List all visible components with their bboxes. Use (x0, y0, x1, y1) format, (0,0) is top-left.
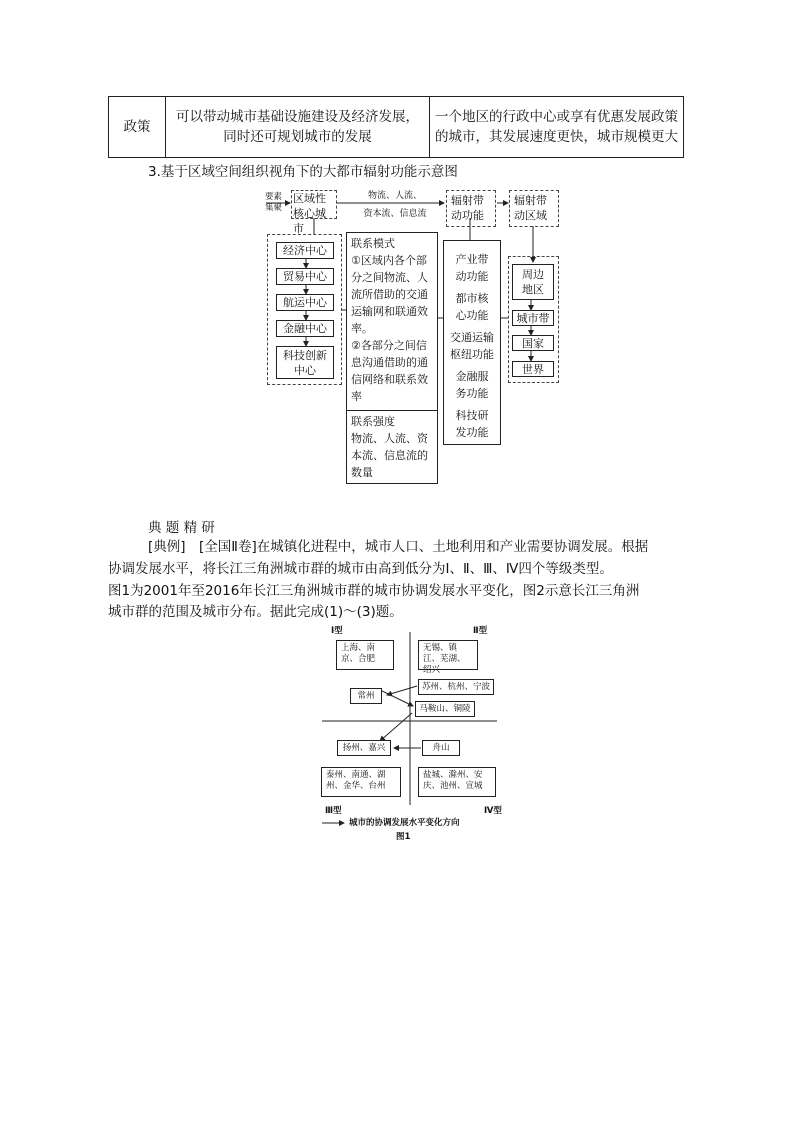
function-industry: 产业带动功能 (455, 253, 489, 283)
area-nation: 国家 (512, 335, 554, 351)
agglomeration-label-line2: 集聚 (265, 203, 283, 213)
type-II-label: Ⅱ型 (473, 626, 488, 636)
exam-line-1: [典例] [全国Ⅱ卷]在城镇化进程中，城市人口、土地利用和产业需要协调发展。根据 (148, 539, 649, 555)
link-mode-text: 联系模式 ①区域内各个部分之间物流、人流所借助的交通运输网和联通效率。 ②各部分之间信息沟通借助的通信网络和联系效率 (347, 233, 437, 411)
function-finance: 金融服务功能 (455, 370, 489, 400)
function-metro-core: 都市核心功能 (455, 292, 489, 322)
box-q4: 盐城、滁州、安庆、池州、宣城 (418, 767, 496, 797)
function-transport-hub: 交通运输枢纽功能 (450, 331, 494, 361)
box-q3: 泰州、南通、湖州、金华、台州 (321, 767, 401, 797)
box-suhang: 苏州、杭州、宁波 (418, 679, 494, 695)
type-I-label: Ⅰ型 (331, 626, 343, 636)
center-economic: 经济中心 (276, 242, 334, 259)
box-zhoushan: 舟山 (422, 740, 460, 756)
exam-heading: 典 题 精 研 (148, 520, 215, 536)
box-q2: 无锡、镇江、芜湖、绍兴 (418, 640, 478, 670)
radiate-area-label: 辐射带动区域 (514, 194, 547, 222)
center-shipping: 航运中心 (276, 294, 334, 311)
policy-cell-2: 一个地区的行政中心或享有优惠发展政策的城市，其发展速度更快，城市规模更大 (430, 97, 684, 158)
figure1-caption: 图1 (396, 832, 411, 842)
center-technology: 科技创新中心 (276, 346, 334, 379)
function-tech-rd: 科技研发功能 (455, 409, 489, 439)
exam-line-2: 协调发展水平，将长江三角洲城市群的城市由高到低分为Ⅰ、Ⅱ、Ⅲ、Ⅳ四个等级类型。 (108, 561, 613, 577)
core-city-label: 区域性核心城市 (293, 192, 326, 235)
exam-line-4: 城市群的范围及城市分布。据此完成(1)～(3)题。 (108, 604, 403, 620)
area-world: 世界 (512, 361, 554, 377)
flows-bottom-label: 资本流、信息流 (363, 209, 427, 219)
radiate-function-label: 辐射带动功能 (451, 194, 484, 222)
section3-title: 3.基于区域空间组织视角下的大都市辐射功能示意图 (148, 164, 458, 180)
link-strength-text: 联系强度 物流、人流、资本流、信息流的数量 (351, 415, 428, 479)
center-trade: 贸易中心 (276, 268, 334, 285)
center-finance: 金融中心 (276, 320, 334, 337)
type-III-label: Ⅲ型 (325, 806, 342, 816)
box-q1: 上海、南京、合肥 (336, 640, 394, 670)
box-maanshan: 马鞍山、铜陵 (415, 701, 475, 717)
area-surrounding: 周边地区 (512, 264, 554, 300)
agglomeration-label-line1: 要素 (265, 192, 283, 202)
box-changzhou: 常州 (350, 688, 382, 704)
box-yangzhou: 扬州、嘉兴 (337, 740, 391, 756)
exam-line-3: 图1为2001年至2016年长江三角洲城市群的城市协调发展水平变化，图2示意长江三角洲 (108, 583, 640, 599)
flows-top-label: 物流、人流、 (367, 191, 422, 201)
policy-label: 政策 (109, 97, 166, 158)
type-IV-label: Ⅳ型 (484, 806, 502, 816)
policy-cell-1: 可以带动城市基础设施建设及经济发展，同时还可规划城市的发展 (166, 97, 430, 158)
figure1-legend: 城市的协调发展水平变化方向 (349, 818, 460, 828)
area-urban-belt: 城市带 (512, 310, 554, 326)
